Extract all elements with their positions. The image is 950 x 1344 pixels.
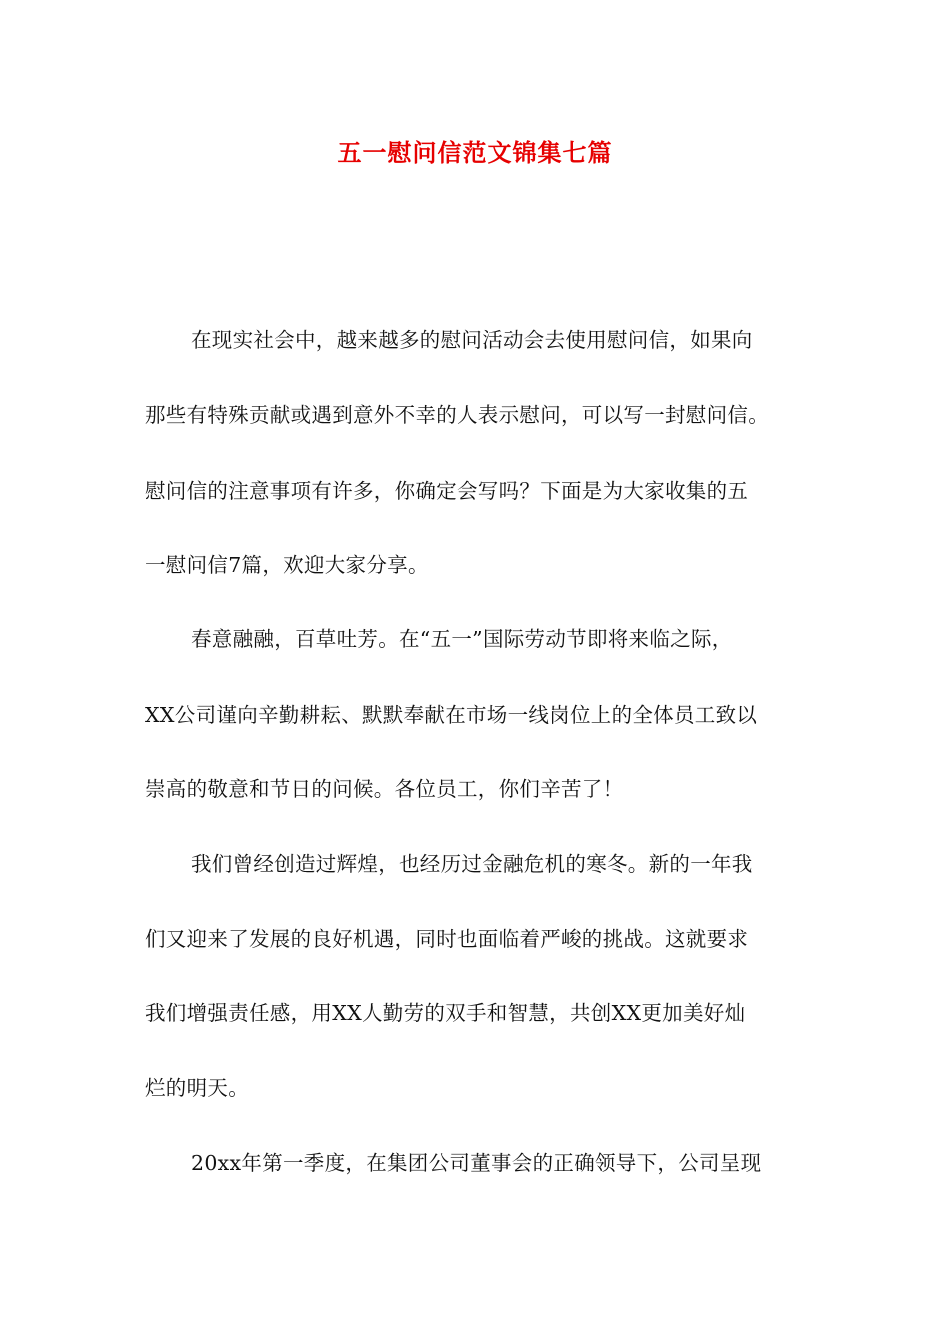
paragraph-line: 们又迎来了发展的良好机遇，同时也面临着严峻的挑战。这就要求 bbox=[145, 927, 749, 951]
paragraph-line: 在现实社会中，越来越多的慰问活动会去使用慰问信，如果向 bbox=[191, 328, 753, 352]
paragraph-line: 我们曾经创造过辉煌，也经历过金融危机的寒冬。新的一年我 bbox=[191, 852, 753, 876]
paragraph-line: 20xx年第一季度，在集团公司董事会的正确领导下，公司呈现 bbox=[191, 1151, 762, 1175]
paragraph-line: 我们增强责任感，用XX人勤劳的双手和智慧，共创XX更加美好灿 bbox=[145, 1001, 746, 1025]
paragraph-line: 那些有特殊贡献或遇到意外不幸的人表示慰问，可以写一封慰问信。 bbox=[145, 403, 769, 427]
paragraph-line: 一慰问信7篇，欢迎大家分享。 bbox=[145, 553, 429, 577]
paragraph-line: 春意融融，百草吐芳。在“五一”国际劳动节即将来临之际， bbox=[191, 627, 733, 651]
page-title: 五一慰问信范文锦集七篇 bbox=[337, 138, 613, 167]
paragraph-line: 烂的明天。 bbox=[145, 1076, 249, 1100]
paragraph-line: 慰问信的注意事项有许多，你确定会写吗？下面是为大家收集的五 bbox=[145, 479, 749, 503]
paragraph-line: XX公司谨向辛勤耕耘、默默奉献在市场一线岗位上的全体员工致以 bbox=[145, 703, 758, 727]
paragraph-line: 崇高的敬意和节日的问候。各位员工，你们辛苦了！ bbox=[145, 777, 624, 801]
